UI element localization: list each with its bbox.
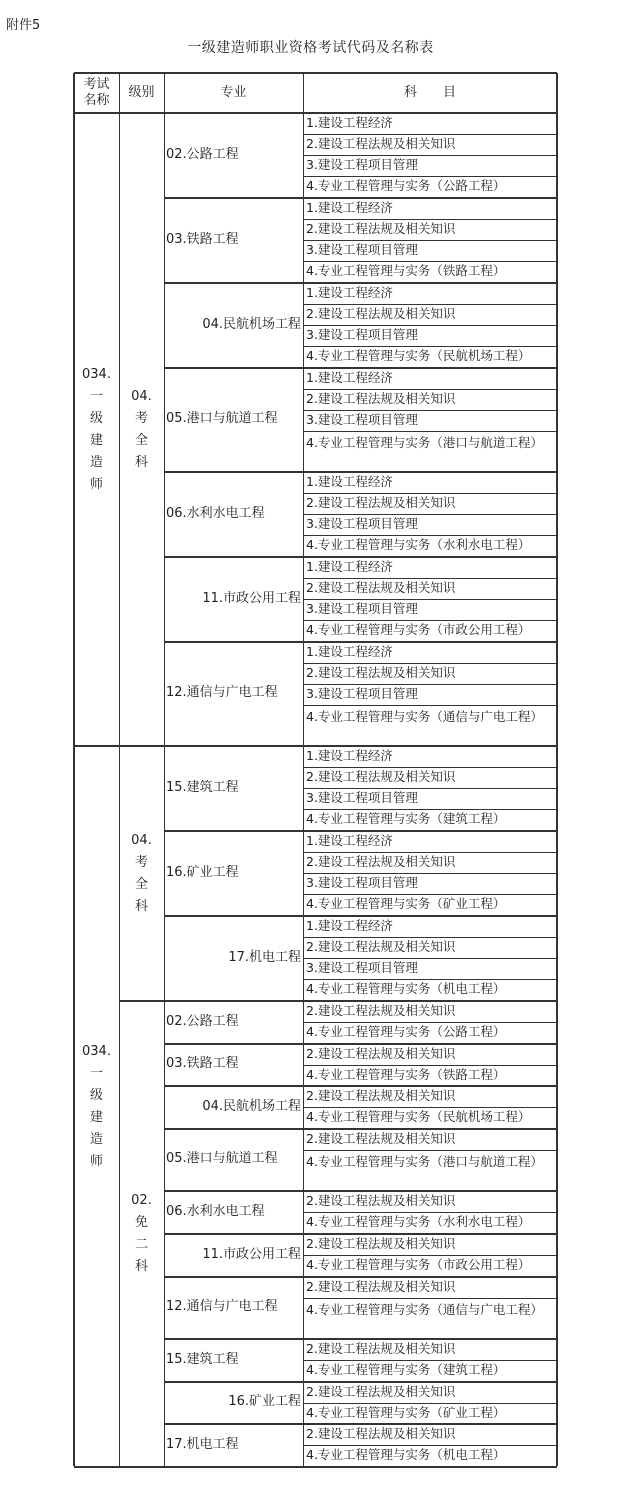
subject-cell: 1.建设工程经济 <box>306 748 393 763</box>
document-title: 一级建造师职业资格考试代码及名称表 <box>187 40 434 56</box>
grid-line <box>164 1043 557 1044</box>
subject-cell: 2.建设工程法规及相关知识 <box>306 221 456 236</box>
subject-cell: 4.专业工程管理与实务（公路工程） <box>306 178 506 193</box>
subject-cell: 2.建设工程法规及相关知识 <box>306 665 456 680</box>
major-cell: 17.机电工程 <box>228 949 301 965</box>
subject-cell: 2.建设工程法规及相关知识 <box>306 580 456 595</box>
subject-cell: 4.专业工程管理与实务（通信与广电工程） <box>306 709 543 724</box>
subject-cell: 3.建设工程项目管理 <box>306 790 418 805</box>
subject-cell: 2.建设工程法规及相关知识 <box>306 1193 456 1208</box>
grid-line <box>303 578 557 579</box>
header-major: 专业 <box>220 85 247 100</box>
grid-line <box>303 155 557 156</box>
major-cell: 11.市政公用工程 <box>202 1246 301 1262</box>
grid-line <box>164 1338 557 1339</box>
subject-cell: 2.建设工程法规及相关知识 <box>306 136 456 151</box>
subject-cell: 4.专业工程管理与实务（铁路工程） <box>306 1067 506 1082</box>
subject-cell: 4.专业工程管理与实务（机电工程） <box>306 981 506 996</box>
subject-cell: 4.专业工程管理与实务（矿业工程） <box>306 896 506 911</box>
grid-line <box>74 1466 557 1467</box>
major-cell: 04.民航机场工程 <box>202 1098 301 1114</box>
subject-cell: 3.建设工程项目管理 <box>306 412 418 427</box>
grid-line <box>303 809 557 810</box>
grid-line <box>303 705 557 706</box>
subject-cell: 2.建设工程法规及相关知识 <box>306 1131 456 1146</box>
subject-cell: 1.建设工程经济 <box>306 833 393 848</box>
subject-cell: 1.建设工程经济 <box>306 285 393 300</box>
major-cell: 03.铁路工程 <box>166 1056 239 1071</box>
major-cell: 02.公路工程 <box>166 1013 239 1029</box>
grid-line <box>303 1298 557 1299</box>
grid-line <box>303 599 557 600</box>
grid-line <box>164 556 557 557</box>
subject-cell: 4.专业工程管理与实务（水利水电工程） <box>306 537 531 552</box>
grid-line <box>303 937 557 938</box>
subject-cell: 4.专业工程管理与实务（铁路工程） <box>306 263 506 278</box>
subject-cell: 2.建设工程法规及相关知识 <box>306 495 456 510</box>
subject-cell: 1.建设工程经济 <box>306 115 393 130</box>
grid-line <box>303 325 557 326</box>
grid-line <box>303 620 557 621</box>
header-level: 级别 <box>128 85 155 100</box>
grid-line <box>74 745 557 746</box>
grid-line <box>303 410 557 411</box>
grid-line <box>74 72 557 73</box>
grid-line <box>164 282 557 283</box>
grid-line <box>164 641 557 642</box>
subject-cell: 3.建设工程项目管理 <box>306 157 418 172</box>
grid-line <box>303 1065 557 1066</box>
major-cell: 06.水利水电工程 <box>166 505 265 521</box>
grid-line <box>164 1190 557 1191</box>
subject-cell: 1.建设工程经济 <box>306 370 393 385</box>
grid-line <box>164 1276 557 1277</box>
major-cell: 17.机电工程 <box>166 1436 239 1452</box>
grid-line <box>303 431 557 432</box>
grid-line <box>303 1212 557 1213</box>
subject-cell: 1.建设工程经济 <box>306 918 393 933</box>
grid-line <box>303 304 557 305</box>
grid-line <box>74 112 557 113</box>
grid-line <box>164 197 557 198</box>
level-cell: 04. 考 全 科 <box>131 388 152 470</box>
grid-line <box>164 1233 557 1234</box>
grid-line <box>164 1381 557 1382</box>
subject-cell: 2.建设工程法规及相关知识 <box>306 1046 456 1061</box>
major-cell: 12.通信与广电工程 <box>166 1299 278 1314</box>
grid-line <box>303 346 557 347</box>
subject-cell: 1.建设工程经济 <box>306 559 393 574</box>
grid-line <box>303 1360 557 1361</box>
subject-cell: 4.专业工程管理与实务（港口与航道工程） <box>306 1154 543 1169</box>
subject-cell: 3.建设工程项目管理 <box>306 875 418 890</box>
subject-cell: 4.专业工程管理与实务（建筑工程） <box>306 1362 506 1377</box>
subject-cell: 3.建设工程项目管理 <box>306 327 418 342</box>
major-cell: 02.公路工程 <box>166 146 239 162</box>
grid-line <box>303 389 557 390</box>
grid-line <box>303 1255 557 1256</box>
major-cell: 05.港口与航道工程 <box>166 1151 278 1166</box>
header-exam-name: 考试 名称 <box>83 77 110 108</box>
grid-line <box>164 471 557 472</box>
grid-line <box>303 261 557 262</box>
grid-line <box>303 894 557 895</box>
grid-line <box>303 852 557 853</box>
subject-cell: 3.建设工程项目管理 <box>306 242 418 257</box>
subject-cell: 2.建设工程法规及相关知识 <box>306 1426 456 1441</box>
major-cell: 12.通信与广电工程 <box>166 685 278 700</box>
grid-line <box>164 1423 557 1424</box>
header-subject: 科 目 <box>403 85 456 100</box>
subject-cell: 2.建设工程法规及相关知识 <box>306 854 456 869</box>
subject-cell: 4.专业工程管理与实务（建筑工程） <box>306 811 506 826</box>
subject-cell: 4.专业工程管理与实务（通信与广电工程） <box>306 1302 543 1317</box>
grid-line <box>303 684 557 685</box>
subject-cell: 4.专业工程管理与实务（民航机场工程） <box>306 348 531 363</box>
subject-cell: 2.建设工程法规及相关知识 <box>306 769 456 784</box>
major-cell: 11.市政公用工程 <box>202 590 301 606</box>
major-cell: 03.铁路工程 <box>166 231 239 247</box>
subject-cell: 2.建设工程法规及相关知识 <box>306 1236 456 1251</box>
subject-cell: 4.专业工程管理与实务（公路工程） <box>306 1024 506 1039</box>
grid-line <box>303 873 557 874</box>
subject-cell: 2.建设工程法规及相关知识 <box>306 1384 456 1399</box>
level-cell: 04. 考 全 科 <box>131 832 152 914</box>
subject-cell: 4.专业工程管理与实务（民航机场工程） <box>306 1109 531 1124</box>
subject-cell: 1.建设工程经济 <box>306 644 393 659</box>
grid-line <box>303 663 557 664</box>
grid-line <box>303 1107 557 1108</box>
grid-line <box>164 1085 557 1086</box>
grid-line <box>303 219 557 220</box>
subject-cell: 4.专业工程管理与实务（机电工程） <box>306 1447 506 1462</box>
major-cell: 15.建筑工程 <box>166 779 239 795</box>
grid-line <box>303 1445 557 1446</box>
subject-cell: 4.专业工程管理与实务（水利水电工程） <box>306 1214 531 1229</box>
grid-line <box>303 979 557 980</box>
subject-cell: 2.建设工程法规及相关知识 <box>306 1279 456 1294</box>
subject-cell: 4.专业工程管理与实务（市政公用工程） <box>306 622 531 637</box>
grid-line <box>164 915 557 916</box>
subject-cell: 2.建设工程法规及相关知识 <box>306 1341 456 1356</box>
grid-line <box>303 514 557 515</box>
subject-cell: 2.建设工程法规及相关知识 <box>306 1003 456 1018</box>
major-cell: 04.民航机场工程 <box>202 316 301 332</box>
grid-line <box>303 1403 557 1404</box>
level-cell: 02. 免 二 科 <box>131 1193 152 1274</box>
subject-cell: 2.建设工程法规及相关知识 <box>306 939 456 954</box>
grid-line <box>303 788 557 789</box>
grid-line <box>303 767 557 768</box>
grid-line <box>303 1022 557 1023</box>
subject-cell: 4.专业工程管理与实务（港口与航道工程） <box>306 435 543 450</box>
grid-line <box>119 1000 557 1001</box>
subject-cell: 3.建设工程项目管理 <box>306 601 418 616</box>
subject-cell: 1.建设工程经济 <box>306 200 393 215</box>
major-cell: 15.建筑工程 <box>166 1351 239 1367</box>
subject-cell: 1.建设工程经济 <box>306 474 393 489</box>
grid-line <box>164 830 557 831</box>
subject-cell: 3.建设工程项目管理 <box>306 686 418 701</box>
subject-cell: 4.专业工程管理与实务（市政公用工程） <box>306 1257 531 1272</box>
grid-line <box>303 240 557 241</box>
major-cell: 06.水利水电工程 <box>166 1203 265 1219</box>
major-cell: 05.港口与航道工程 <box>166 411 278 426</box>
major-cell: 16.矿业工程 <box>166 864 239 880</box>
attachment-label: 附件5 <box>6 18 41 33</box>
exam-name-cell: 034. 一 级 建 造 师 <box>82 366 111 492</box>
subject-cell: 2.建设工程法规及相关知识 <box>306 306 456 321</box>
subject-cell: 2.建设工程法规及相关知识 <box>306 1088 456 1103</box>
subject-cell: 4.专业工程管理与实务（矿业工程） <box>306 1405 506 1420</box>
grid-line <box>303 1150 557 1151</box>
grid-line <box>303 134 557 135</box>
grid-line <box>73 73 74 1466</box>
grid-line <box>164 367 557 368</box>
grid-line <box>303 535 557 536</box>
major-cell: 16.矿业工程 <box>228 1394 301 1409</box>
grid-line <box>303 176 557 177</box>
grid-line <box>164 1128 557 1129</box>
grid-line <box>303 493 557 494</box>
subject-cell: 3.建设工程项目管理 <box>306 516 418 531</box>
subject-cell: 3.建设工程项目管理 <box>306 960 418 975</box>
exam-name-cell: 034. 一 级 建 造 师 <box>82 1043 111 1169</box>
subject-cell: 2.建设工程法规及相关知识 <box>306 391 456 406</box>
grid-line <box>303 958 557 959</box>
